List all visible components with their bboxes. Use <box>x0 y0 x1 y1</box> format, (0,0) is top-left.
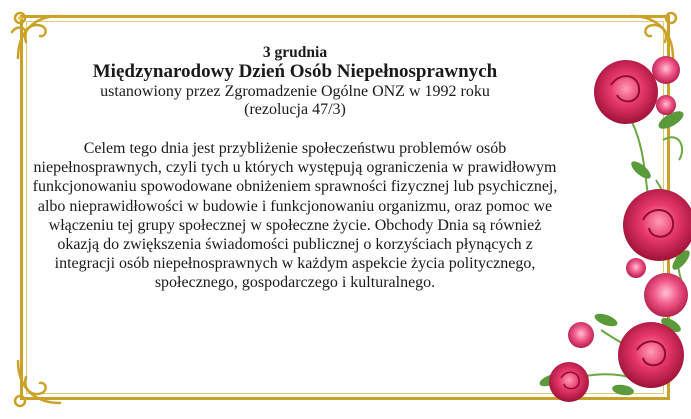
subtitle-line-1: ustanowiony przez Zgromadzenie Ogólne ONZ w 1992 roku <box>100 83 490 100</box>
page-title: Międzynarodowy Dzień Osób Niepełnosprawnych <box>92 61 498 82</box>
description-paragraph: Celem tego dnia jest przybliżenie społeczeństwu problemów osób niepełnosprawnych, czyli tych u których występują ograniczenia w prawidłowym funkcjonowaniu spowodowane obniżeniem sprawności fizycznej lub psychicznej, albo nieprawidłowości w budowie i funkcjonowaniu organizmu, oraz pomoc we włączeniu tej grupy społecznej w społeczne życie. Obchody Dnia są również okazją do zwiększenia świadomości publicznej o korzyściach płynących z integracji osób niepełnosprawnych w każdym aspekcie życia politycznego, społecznego, gospodarczego i kulturalnego. <box>32 140 558 292</box>
subtitle-line-2: (rezolucja 47/3) <box>244 101 346 118</box>
rose-bouquet-icon <box>401 0 691 419</box>
gold-corner-ornament-icon <box>4 347 74 417</box>
date-heading: 3 grudnia <box>262 44 328 61</box>
